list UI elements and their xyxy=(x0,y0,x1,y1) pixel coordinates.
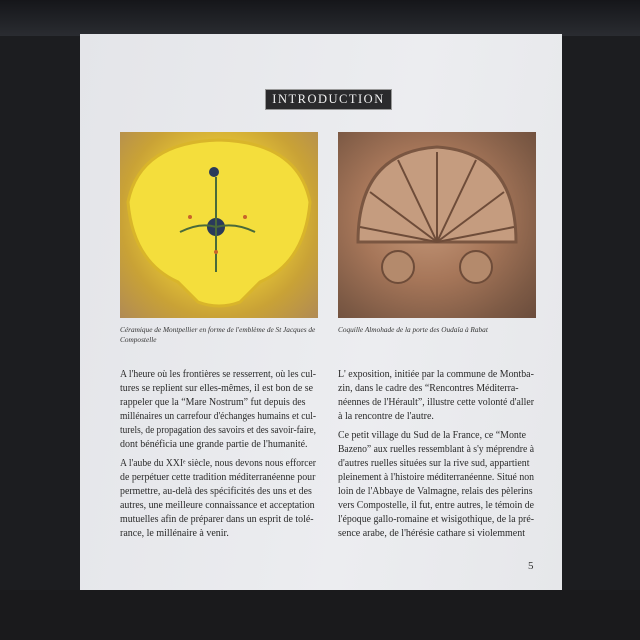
text-line-content: de perpétuer cette tradition méditerranéenne pour xyxy=(120,472,316,483)
text-line-content: l'époque gallo-romaine et wisigothique, de la pré- xyxy=(338,514,535,525)
text-line-content: à la rencontre de l'autre. xyxy=(338,411,434,422)
text-line xyxy=(120,368,318,382)
text-line-content: tures se replient sur elles-mêmes, il est bon de se xyxy=(120,383,313,394)
text-line xyxy=(120,513,318,527)
text-line xyxy=(338,471,536,485)
text-line-content: A l'heure où les frontières se resserrent, où les cul- xyxy=(120,369,317,380)
text-line xyxy=(120,471,318,485)
text-line-content: loin de l'Abbaye de Valmagne, relais des pèlerins xyxy=(338,486,533,497)
text-line-content: L' exposition, initiée par la commune de Montba- xyxy=(338,369,534,380)
text-line xyxy=(338,410,536,424)
text-line-content: turels, de propagation des savoirs et des savoir-faire, xyxy=(120,425,317,436)
text-line xyxy=(338,527,536,541)
ceramic-shell-photo xyxy=(120,132,318,318)
background-bottom xyxy=(0,590,640,640)
right-column-text xyxy=(338,368,536,546)
text-line xyxy=(338,513,536,527)
text-line xyxy=(120,499,318,513)
text-line-content: zin, dans le cadre des “Rencontres Méditerra- xyxy=(338,383,519,394)
text-line-content: sence arabe, de l'hérésie cathare si violemment xyxy=(338,528,525,539)
text-line xyxy=(120,527,318,541)
text-line-content: pleinement à l'histoire méditerranéenne. Situé non xyxy=(338,472,534,483)
text-line xyxy=(338,485,536,499)
figure-caption: Céramique de Montpellier en forme de l'emblème de St Jacques de Compostelle xyxy=(120,325,316,344)
text-line-content: Bazeno” aux ruelles ressemblant à s'y méprendre à xyxy=(338,444,535,455)
text-line xyxy=(120,396,318,410)
paragraph xyxy=(338,429,536,541)
text-line-content: rance, le millénaire à venir. xyxy=(120,528,229,539)
text-line-content: autres, une meilleure connaissance et acceptation xyxy=(120,500,315,511)
text-line-content: vers Compostelle, il fut, entre autres, le témoin de xyxy=(338,500,534,511)
text-line xyxy=(338,396,536,410)
text-line xyxy=(338,443,536,457)
section-heading: INTRODUCTION xyxy=(265,89,392,110)
text-line xyxy=(120,424,318,438)
text-line-content: néennes de l'Hérault”, illustre cette volonté d'aller xyxy=(338,397,534,408)
text-line-content: rappeler que la “Mare Nostrum” fut depuis des xyxy=(120,397,306,408)
page-number: 5 xyxy=(528,560,534,572)
text-line xyxy=(338,499,536,513)
text-line xyxy=(120,438,318,452)
text-line-content: d'autres ruelles situées sur la rive sud, appartient xyxy=(338,458,530,469)
paragraph xyxy=(120,368,318,452)
paragraph xyxy=(120,457,318,541)
text-line xyxy=(338,368,536,382)
text-line xyxy=(338,457,536,471)
paragraph xyxy=(338,368,536,424)
text-line-content: A l'aube du XXIᵉ siècle, nous devons nous efforcer xyxy=(120,458,316,469)
left-column-text xyxy=(120,368,318,546)
stone-shell-photo xyxy=(338,132,536,318)
text-line-content: permettre, au-delà des spécificités des uns et des xyxy=(120,486,312,497)
text-line xyxy=(120,410,318,424)
figure-caption: Coquille Almohade de la porte des Oudaïa à Rabat xyxy=(338,325,488,334)
text-line xyxy=(338,382,536,396)
text-line xyxy=(120,485,318,499)
text-line-content: mutuelles afin de préparer dans un esprit de tolé- xyxy=(120,514,314,525)
text-line-content: millénaires un carrefour d'échanges humains et cul- xyxy=(120,411,317,422)
text-line xyxy=(120,457,318,471)
text-line-content: dont bénéficia une grande partie de l'humanité. xyxy=(120,439,308,450)
text-line-content: Ce petit village du Sud de la France, ce “Monte xyxy=(338,430,527,441)
text-line xyxy=(120,382,318,396)
text-line xyxy=(338,429,536,443)
background-top xyxy=(0,0,640,36)
